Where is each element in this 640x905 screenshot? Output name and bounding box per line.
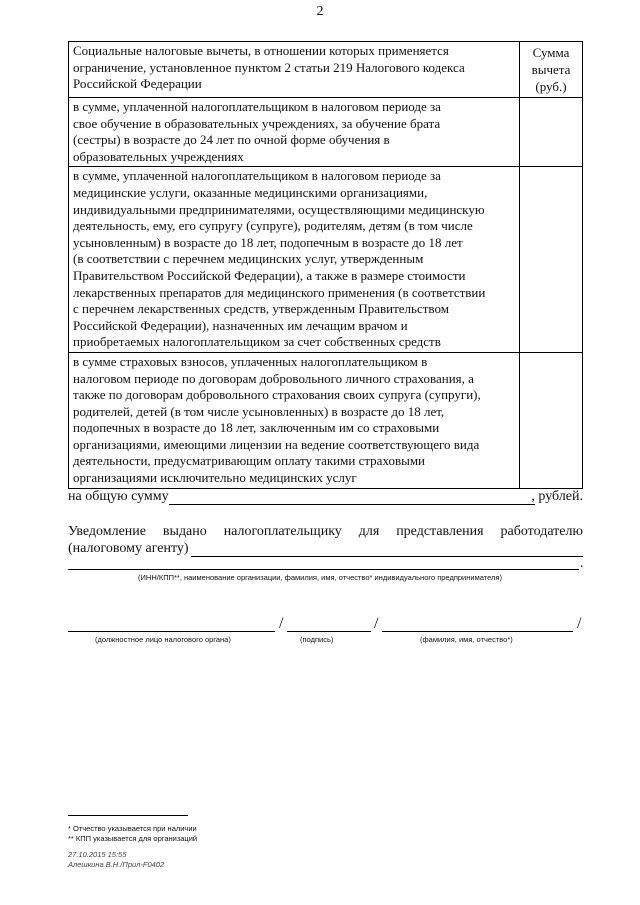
header-description-cell <box>69 42 520 98</box>
table-row-insurance <box>69 352 583 488</box>
row-line: лекарственных препаратов для медицинского применения (в соответствии <box>73 284 486 300</box>
footnote-divider <box>68 815 188 816</box>
notice-line-1 <box>68 524 583 540</box>
total-sum-field[interactable] <box>169 504 535 505</box>
row-line: с перечнем лекарственных средств, утвержденным Правительством <box>73 301 449 317</box>
row-line: Правительством Российской Федерации), а также в размере стоимости <box>73 267 466 283</box>
row-line: также по договорам добровольного страхования своих супруга (супруги), <box>73 387 481 403</box>
employer-details-field[interactable] <box>68 569 579 570</box>
row-line: организациями, имеющими лицензии на ведение соответствующего вида <box>73 436 480 452</box>
table-row-medical <box>69 167 583 353</box>
row-line: образовательных учреждениях <box>73 148 244 164</box>
total-label: на общую сумму <box>68 489 169 504</box>
header-desc-line: Российской Федерации <box>73 76 202 92</box>
row-line: (в соответствии с перечнем медицинских услуг, утвержденным <box>73 251 424 267</box>
employer-field[interactable] <box>191 556 583 557</box>
amount-input-cell[interactable] <box>520 167 583 353</box>
fio-caption: (фамилия, имя, отчество*) <box>420 635 513 644</box>
separator-slash: / <box>577 615 582 632</box>
print-stamp: 27.10.2015 15:55 <box>68 850 127 859</box>
official-caption: (должностное лицо налогового органа) <box>95 635 231 644</box>
header-amount-cell <box>520 42 583 98</box>
footnote: * Отчество указывается при наличии <box>68 824 197 833</box>
notice-agent-label: (налоговому агенту) <box>68 541 189 556</box>
row-line: подопечных в возрасте до 18 лет, заключенным им со страховыми <box>73 420 440 436</box>
deductions-table <box>68 41 583 489</box>
header-desc-line: Социальные налоговые вычеты, в отношении которых применяется <box>73 43 449 58</box>
row-description-cell <box>69 167 520 353</box>
row-line: деятельности, предусматривающим оплату такими страховыми <box>73 453 426 469</box>
table-row-education <box>69 98 583 167</box>
header-amount-line: (руб.) <box>535 79 567 94</box>
notice-word: для <box>358 524 380 539</box>
row-line: приобретаемых налогоплательщиком за счет собственных средств <box>73 334 441 350</box>
row-line: в сумме страховых взносов, уплаченных налогоплательщиком в <box>73 353 428 369</box>
row-line: в сумме, уплаченной налогоплательщиком в налоговом периоде за <box>73 99 441 114</box>
notice-word: работодателю <box>500 524 583 539</box>
notice-line-2 <box>68 541 583 561</box>
row-line: деятельность, ему, его супругу (супруге), родителям, детям (в том числе <box>73 218 473 234</box>
separator-slash: / <box>279 615 284 632</box>
row-line: налоговом периоде по договорам добровольного личного страхования, а <box>73 370 474 386</box>
row-line: индивидуальными предпринимателями, осуществляющими медицинскую <box>73 201 485 217</box>
header-desc-line: ограничение, установленное пунктом 2 статьи 219 Налогового кодекса <box>73 59 465 75</box>
amount-input-cell[interactable] <box>520 352 583 488</box>
official-field[interactable] <box>68 631 275 632</box>
print-stamp: Алешкина В.Н./Прил-F0402 <box>68 860 165 869</box>
total-sum-line <box>68 489 583 509</box>
signature-field[interactable] <box>287 631 371 632</box>
notice-word: Уведомление <box>68 524 147 539</box>
inn-kpp-caption: (ИНН/КПП**, наименование организации, фамилия, имя, отчество* индивидуального предпринимателя) <box>138 573 502 582</box>
line-end-dot: . <box>580 556 584 571</box>
notice-word: налогоплательщику <box>223 524 342 539</box>
row-description-cell <box>69 98 520 167</box>
separator-slash: / <box>374 615 379 632</box>
footnote: ** КПП указывается для организаций <box>68 834 198 843</box>
row-description-cell <box>69 352 520 488</box>
total-unit: , рублей. <box>531 489 583 504</box>
table-header-row <box>69 42 583 98</box>
notice-word: выдано <box>162 524 207 539</box>
amount-input-cell[interactable] <box>520 98 583 167</box>
row-line: (сестры) в возрасте до 24 лет по очной форме обучения в <box>73 132 390 148</box>
row-line: Российской Федерации), назначенных им лечащим врачом и <box>73 317 408 333</box>
fio-field[interactable] <box>382 631 573 632</box>
row-line: медицинские услуги, оказанные медицинскими организациями, <box>73 184 428 200</box>
row-line: родителей, детей (в том числе усыновленных) в возрасте до 18 лет, <box>73 403 445 419</box>
notice-word: представления <box>396 524 484 539</box>
row-line: в сумме, уплаченной налогоплательщиком в налоговом периоде за <box>73 168 441 184</box>
signature-caption: (подпись) <box>300 635 334 644</box>
header-amount-line: вычета <box>531 62 571 77</box>
row-line: усыновленным) в возрасте до 18 лет, подопечным в возрасте до 18 лет <box>73 234 463 250</box>
row-line: свое обучение в образовательных учреждениях, за обучение брата <box>73 115 441 131</box>
row-line: организациями исключительно медицинских услуг <box>73 470 357 486</box>
page-number: 2 <box>316 4 324 19</box>
header-amount-line: Сумма <box>532 45 570 60</box>
